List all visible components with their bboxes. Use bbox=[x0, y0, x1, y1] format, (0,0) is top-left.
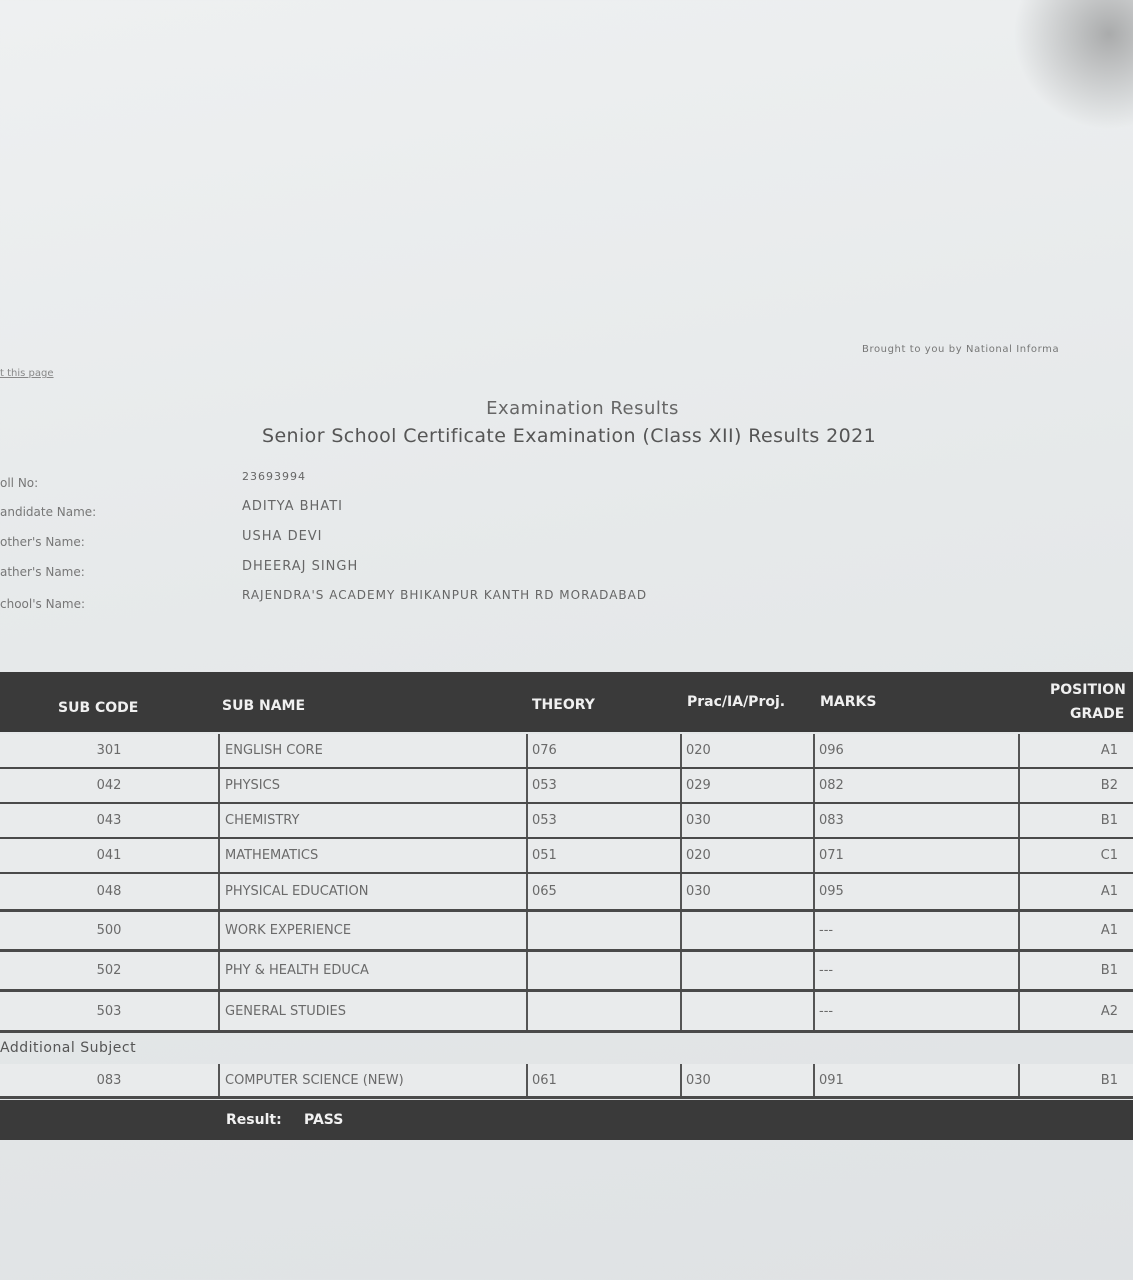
table-row bbox=[0, 992, 1133, 1033]
cell-marks: 083 bbox=[819, 813, 844, 828]
cell-code: 301 bbox=[96, 743, 122, 758]
cell-name: CHEMISTRY bbox=[225, 813, 300, 828]
header-sub-code: SUB CODE bbox=[58, 700, 139, 716]
table-row bbox=[0, 874, 1133, 912]
header-theory: THEORY bbox=[532, 697, 595, 713]
cell-marks: 096 bbox=[819, 743, 844, 758]
cell-grade: A1 bbox=[1100, 884, 1118, 899]
cell-code: 503 bbox=[96, 1003, 122, 1019]
cell-theory: 076 bbox=[532, 743, 557, 758]
cell-name: PHY & HEALTH EDUCA bbox=[225, 963, 369, 978]
cell-code: 500 bbox=[96, 923, 122, 938]
table-header bbox=[0, 672, 1133, 732]
cell-prac: 029 bbox=[686, 778, 711, 793]
cell-marks: --- bbox=[819, 1003, 834, 1019]
cell-name: WORK EXPERIENCE bbox=[225, 923, 352, 938]
cell-theory: 053 bbox=[532, 813, 557, 828]
cell-marks: --- bbox=[819, 923, 834, 938]
cell-theory: 051 bbox=[532, 848, 557, 863]
school-name-label: chool's Name: bbox=[0, 597, 86, 611]
cell-marks: 071 bbox=[819, 848, 844, 863]
cell-code: 048 bbox=[96, 884, 122, 899]
school-name-value: RAJENDRA'S ACADEMY BHIKANPUR KANTH RD MORADABAD bbox=[242, 588, 648, 602]
cell-prac: 030 bbox=[686, 813, 711, 828]
cell-name: ENGLISH CORE bbox=[225, 743, 323, 758]
table-row bbox=[0, 804, 1133, 840]
candidate-name-label: andidate Name: bbox=[0, 505, 97, 519]
table-row bbox=[0, 734, 1133, 770]
header-prac: Prac/IA/Proj. bbox=[687, 694, 786, 710]
table-row bbox=[0, 769, 1133, 805]
table-row bbox=[0, 912, 1133, 952]
cell-marks: --- bbox=[819, 963, 834, 978]
cell-prac: 030 bbox=[686, 884, 711, 899]
father-name-label: ather's Name: bbox=[0, 565, 85, 579]
cell-grade: B1 bbox=[1100, 963, 1118, 978]
header-marks: MARKS bbox=[820, 694, 877, 710]
cell-prac: 030 bbox=[686, 1072, 711, 1088]
result-label: Result: bbox=[226, 1112, 282, 1128]
photo-shadow bbox=[1013, 0, 1133, 130]
cell-code: 502 bbox=[96, 963, 122, 978]
result-value: PASS bbox=[304, 1112, 344, 1128]
page-title: Examination Results bbox=[486, 398, 679, 419]
cell-name: GENERAL STUDIES bbox=[225, 1003, 347, 1019]
cell-code: 083 bbox=[96, 1072, 122, 1088]
table-row bbox=[0, 952, 1133, 992]
cell-theory: 061 bbox=[532, 1072, 557, 1088]
cell-name: COMPUTER SCIENCE (NEW) bbox=[225, 1072, 404, 1088]
brought-to-you-text: Brought to you by National Informa bbox=[862, 344, 1060, 355]
roll-number-value: 23693994 bbox=[242, 470, 306, 483]
cell-code: 042 bbox=[96, 778, 122, 793]
result-bar bbox=[0, 1100, 1133, 1140]
mother-name-label: other's Name: bbox=[0, 535, 85, 549]
cell-grade: C1 bbox=[1100, 848, 1118, 863]
cell-name: PHYSICAL EDUCATION bbox=[225, 884, 369, 899]
cell-grade: A2 bbox=[1100, 1003, 1118, 1019]
cell-grade: B1 bbox=[1100, 1072, 1118, 1088]
cell-grade: B1 bbox=[1100, 813, 1118, 828]
cell-code: 041 bbox=[96, 848, 122, 863]
cell-code: 043 bbox=[96, 813, 122, 828]
cell-theory: 065 bbox=[532, 884, 557, 899]
cell-grade: A1 bbox=[1100, 923, 1118, 938]
header-sub-name: SUB NAME bbox=[222, 698, 306, 714]
exam-subtitle: Senior School Certificate Examination (Class XII) Results 2021 bbox=[262, 425, 877, 447]
roll-number-label: oll No: bbox=[0, 476, 39, 490]
table-row bbox=[0, 839, 1133, 875]
cell-prac: 020 bbox=[686, 848, 711, 863]
print-page-link[interactable]: t this page bbox=[0, 368, 54, 379]
cell-name: PHYSICS bbox=[225, 778, 280, 793]
cell-marks: 082 bbox=[819, 778, 844, 793]
mother-name-value: USHA DEVI bbox=[242, 529, 323, 544]
cell-marks: 091 bbox=[819, 1072, 844, 1088]
father-name-value: DHEERAJ SINGH bbox=[242, 559, 359, 574]
cell-theory: 053 bbox=[532, 778, 557, 793]
cell-grade: A1 bbox=[1100, 743, 1118, 758]
cell-name: MATHEMATICS bbox=[225, 848, 319, 863]
cell-prac: 020 bbox=[686, 743, 711, 758]
header-position: POSITION bbox=[1050, 682, 1126, 698]
header-grade: GRADE bbox=[1070, 706, 1125, 722]
table-row-additional bbox=[0, 1064, 1133, 1099]
candidate-name-value: ADITYA BHATI bbox=[242, 499, 343, 514]
cell-grade: B2 bbox=[1100, 778, 1118, 793]
cell-marks: 095 bbox=[819, 884, 844, 899]
additional-subject-label: Additional Subject bbox=[0, 1040, 137, 1056]
